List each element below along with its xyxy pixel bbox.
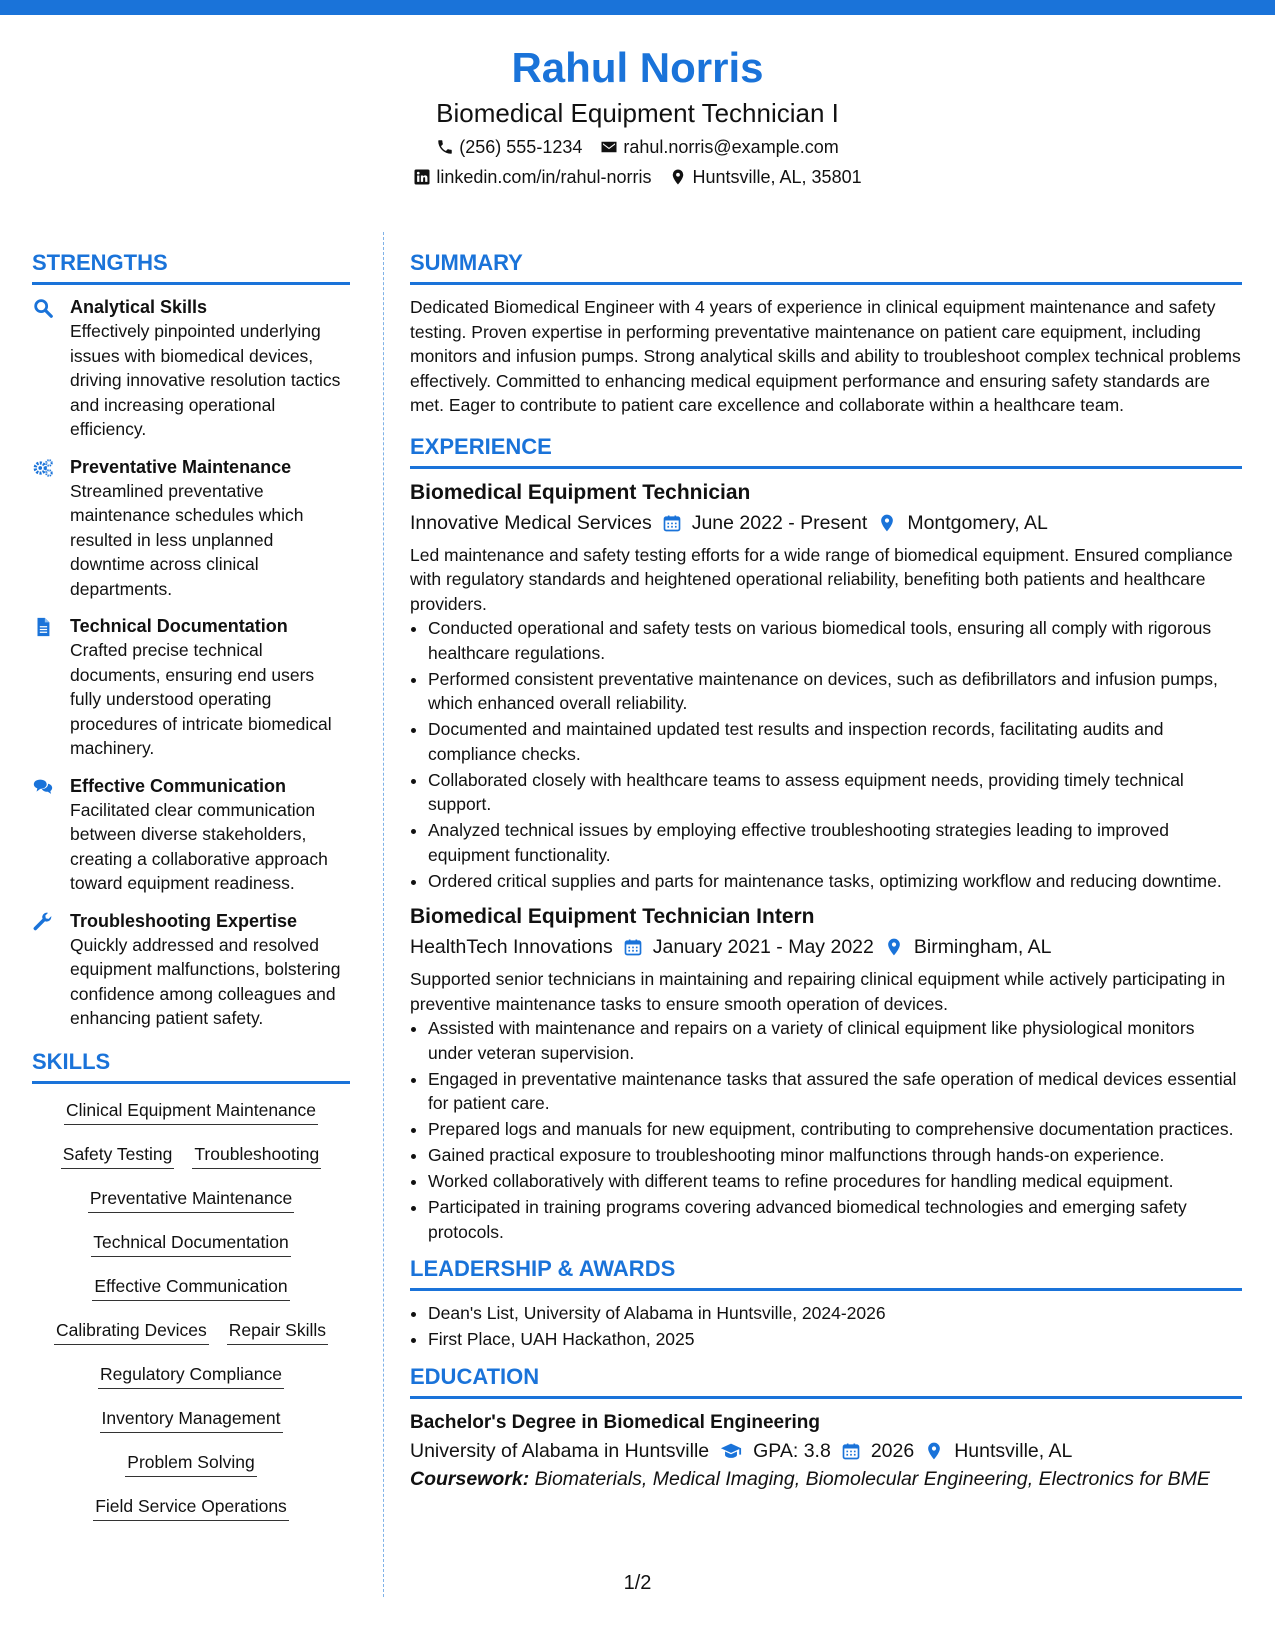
skills-list	[32, 1094, 350, 1542]
job-location: Montgomery, AL	[907, 511, 1048, 534]
job-bullet: • Analyzed technical issues by employing effective troubleshooting strategies leading to improved equipment functionality.	[428, 818, 1242, 867]
job-bullet: • Collaborated closely with healthcare teams to assess equipment needs, providing timely technical support.	[428, 768, 1242, 817]
strength-name: Technical Documentation	[70, 616, 288, 636]
job-entry	[410, 903, 1242, 1244]
job-bullet: • Documented and maintained updated test results and inspection records, facilitating audits and compliance checks.	[428, 717, 1242, 766]
calendar-icon	[841, 1441, 861, 1461]
strengths-heading: STRENGTHS	[32, 248, 350, 285]
graduation-cap-icon	[719, 1440, 743, 1462]
phone-text: (256) 555-1234	[459, 137, 583, 157]
top-accent-bar	[0, 0, 1275, 15]
skill-tag: Inventory Management	[100, 1406, 283, 1433]
email-item[interactable]	[600, 134, 838, 160]
resume-header	[0, 42, 1275, 190]
job-title: Biomedical Equipment Technician	[410, 480, 751, 504]
skill-tag: Preventative Maintenance	[88, 1186, 294, 1213]
envelope-icon	[600, 138, 618, 156]
job-company: Innovative Medical Services	[410, 511, 652, 534]
comments-icon	[32, 776, 54, 798]
degree-title: Bachelor's Degree in Biomedical Engineering	[410, 1411, 820, 1433]
candidate-title: Biomedical Equipment Technician I	[436, 98, 839, 128]
map-marker-icon	[877, 513, 897, 533]
job-bullets	[410, 616, 1242, 893]
job-meta	[410, 933, 1242, 961]
linkedin-item[interactable]	[413, 164, 651, 190]
skill-tag: Safety Testing	[61, 1142, 175, 1169]
job-meta	[410, 509, 1242, 537]
job-bullet: • Ordered critical supplies and parts for maintenance tasks, optimizing workflow and reducing downtime.	[428, 869, 1242, 894]
linkedin-text: linkedin.com/in/rahul-norris	[436, 167, 652, 187]
strength-desc: Effectively pinpointed underlying issues with biomedical devices, driving innovative resolution tactics and increasing operational efficiency.	[70, 321, 341, 439]
strength-desc: Streamlined preventative maintenance schedules which resulted in less unplanned downtime across clinical departments.	[70, 480, 304, 599]
job-bullet: • Performed consistent preventative maintenance on devices, such as defibrillators and infusion pumps, which enhanced overall reliability.	[428, 667, 1242, 716]
contact-row-1	[0, 134, 1275, 160]
skill-tag: Regulatory Compliance	[98, 1362, 284, 1389]
page-number: 1/2	[623, 1572, 652, 1594]
skill-tag: Troubleshooting	[192, 1142, 321, 1169]
skill-tag: Problem Solving	[125, 1450, 256, 1477]
strength-item	[32, 774, 350, 896]
coursework-text: Biomaterials, Medical Imaging, Biomolecular Engineering, Electronics for BME	[534, 1467, 1210, 1490]
strength-name: Effective Communication	[70, 775, 287, 796]
gpa-text: GPA: 3.8	[753, 1439, 831, 1462]
strength-name: Troubleshooting Expertise	[70, 910, 298, 931]
strength-item	[32, 455, 350, 602]
summary-text: Dedicated Biomedical Engineer with 4 years of experience in clinical equipment maintenance and safety testing. Proven expertise in performing preventative maintenance on patient care equipment, including monitors and infusion pumps. Strong analytical skills and ability to troubleshoot complex technical problems effectively. Committed to enhancing medical equipment performance and ensuring safety standards are met. Eager to contribute to patient care excellence and collaborate within a healthcare team.	[410, 297, 1241, 415]
award-item: • Dean's List, University of Alabama in Huntsville, 2024-2026	[428, 1301, 1242, 1326]
strength-desc: Quickly addressed and resolved equipment malfunctions, bolstering confidence among colleagues and enhancing patient safety.	[70, 934, 341, 1028]
contact-row-2	[0, 164, 1275, 190]
wrench-icon	[32, 911, 54, 933]
job-bullet: • Participated in training programs covering advanced biomedical technologies and emerging safety protocols.	[428, 1195, 1242, 1244]
leadership-heading: LEADERSHIP & AWARDS	[410, 1254, 1242, 1291]
summary-heading: SUMMARY	[410, 248, 1242, 285]
search-icon	[32, 297, 54, 319]
job-bullet: • Gained practical exposure to troubleshooting minor malfunctions through hands-on experience.	[428, 1143, 1242, 1168]
experience-heading: EXPERIENCE	[410, 432, 1242, 469]
skill-tag: Repair Skills	[227, 1318, 328, 1345]
graduation-year: 2026	[870, 1439, 915, 1462]
left-column	[32, 248, 350, 1542]
calendar-icon	[662, 513, 682, 533]
phone-item	[436, 134, 582, 160]
location-text: Huntsville, AL, 35801	[692, 167, 862, 187]
calendar-icon	[623, 937, 643, 957]
phone-icon	[436, 138, 454, 156]
job-company: HealthTech Innovations	[410, 936, 613, 958]
skill-tag: Clinical Equipment Maintenance	[64, 1098, 318, 1125]
document-icon	[32, 616, 54, 638]
map-marker-icon	[924, 1441, 944, 1461]
job-bullet: • Worked collaboratively with different teams to refine procedures for handling medical equipment.	[428, 1169, 1242, 1194]
job-description: Supported senior technicians in maintaining and repairing clinical equipment while actively participating in preventive maintenance tasks to ensure smooth operation of devices.	[410, 969, 1226, 1014]
map-marker-icon	[669, 168, 687, 186]
strength-desc: Facilitated clear communication between diverse stakeholders, creating a collaborative approach toward equipment readiness.	[70, 799, 328, 893]
column-divider	[383, 232, 384, 1597]
job-location: Birmingham, AL	[913, 936, 1052, 958]
awards-list	[410, 1301, 1242, 1352]
strength-item	[32, 909, 350, 1031]
strength-item	[32, 295, 350, 442]
email-text: rahul.norris@example.com	[623, 137, 839, 157]
candidate-name: Rahul Norris	[511, 44, 764, 91]
job-bullet: • Assisted with maintenance and repairs on a variety of clinical equipment like physiological monitors under veteran supervision.	[428, 1016, 1242, 1065]
job-bullet: • Conducted operational and safety tests on various biomedical tools, ensuring all comply with rigorous healthcare regulations.	[428, 616, 1242, 665]
school-name: University of Alabama in Huntsville	[410, 1439, 710, 1462]
strength-item	[32, 614, 350, 761]
job-bullet: • Prepared logs and manuals for new equipment, contributing to comprehensive documentation practices.	[428, 1117, 1242, 1142]
job-entry	[410, 479, 1242, 894]
job-description: Led maintenance and safety testing efforts for a wide range of biomedical equipment. Ensured compliance with regulatory standards and heightened operational reliability, benefiting both patients and healthcare providers.	[410, 544, 1233, 614]
location-item	[669, 164, 861, 190]
skill-tag: Field Service Operations	[93, 1494, 289, 1521]
award-item: • First Place, UAH Hackathon, 2025	[428, 1327, 1242, 1352]
school-location: Huntsville, AL	[954, 1439, 1073, 1462]
strength-desc: Crafted precise technical documents, ensuring end users fully understood operating procedures of intricate biomedical machinery.	[70, 640, 332, 758]
linkedin-icon	[413, 168, 431, 186]
map-marker-icon	[884, 937, 904, 957]
strength-name: Analytical Skills	[70, 297, 208, 317]
strength-name: Preventative Maintenance	[70, 456, 292, 477]
skill-tag: Calibrating Devices	[54, 1318, 209, 1345]
job-dates: January 2021 - May 2022	[652, 936, 874, 958]
coursework-label: Coursework:	[410, 1467, 530, 1490]
skill-tag: Effective Communication	[92, 1274, 289, 1301]
gears-icon	[32, 457, 54, 479]
skill-tag: Technical Documentation	[91, 1230, 291, 1257]
job-bullet: • Engaged in preventative maintenance tasks that assured the safe operation of medical devices essential for patient care.	[428, 1067, 1242, 1116]
job-title: Biomedical Equipment Technician Intern	[410, 905, 815, 928]
education-heading: EDUCATION	[410, 1362, 1242, 1399]
coursework-line	[410, 1465, 1242, 1493]
education-meta	[410, 1437, 1242, 1465]
right-column	[410, 248, 1242, 1493]
skills-heading: SKILLS	[32, 1047, 350, 1084]
job-bullets	[410, 1016, 1242, 1244]
job-dates: June 2022 - Present	[691, 511, 868, 534]
